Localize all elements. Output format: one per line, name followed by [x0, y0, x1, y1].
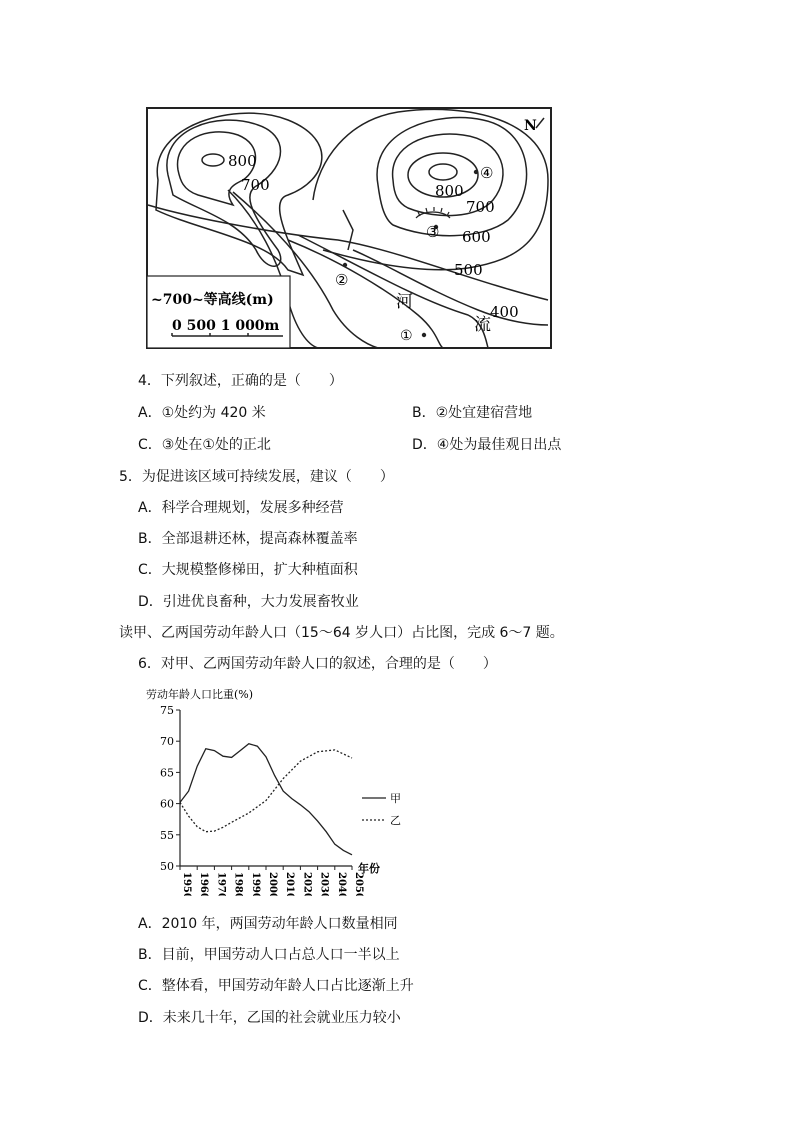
q5-option-c: C．大规模整修梯田，扩大种植面积: [138, 562, 358, 578]
point-marker: [343, 263, 347, 267]
contour-label: 500: [454, 261, 483, 279]
q6-option-a: A．2010 年，两国劳动年龄人口数量相同: [138, 916, 398, 932]
point-label-3: ③: [426, 223, 440, 241]
contour-label: 800: [435, 182, 464, 200]
point-label-4: ④: [480, 164, 494, 182]
legend-label: 甲: [390, 792, 401, 805]
y-tick-label: 70: [160, 735, 174, 749]
legend-box: [147, 276, 290, 348]
x-tick-label: 1970: [215, 872, 227, 896]
x-tick-label: 1960: [198, 872, 210, 896]
x-tick-label: 2050: [353, 872, 364, 896]
x-tick-label: 1990: [249, 872, 261, 896]
contour-label: 800: [228, 152, 257, 170]
north-label: N: [524, 118, 537, 134]
q4-option-a: A．①处约为 420 米: [138, 405, 266, 421]
q6-option-d: D．未来几十年，乙国的社会就业压力较小: [138, 1010, 401, 1026]
legend-contour: ~700~等高线(m): [151, 292, 274, 308]
q5-option-a: A．科学合理规划，发展多种经营: [138, 500, 344, 516]
x-tick-label: 2030: [318, 872, 330, 896]
point-marker: [422, 333, 426, 337]
q4-stem: 4．下列叙述，正确的是（ ）: [138, 373, 343, 389]
x-tick-label: 2000: [267, 872, 278, 896]
contour-label: 700: [466, 198, 495, 216]
x-tick-label: 1980: [232, 872, 244, 896]
point-marker: [474, 170, 478, 174]
chart-axes: [160, 704, 364, 896]
river-label: 流: [474, 315, 491, 335]
series-line-jia: [180, 744, 352, 855]
contour-label: 700: [241, 176, 270, 194]
q4-option-c: C．③处在①处的正北: [138, 437, 271, 453]
legend-label: 乙: [390, 814, 401, 827]
point-label-2: ②: [335, 271, 349, 289]
x-tick-label: 2040: [335, 872, 347, 896]
q6-option-c: C．整体看，甲国劳动年龄人口占比逐渐上升: [138, 978, 414, 994]
chart-xlabel: 年份: [358, 862, 380, 875]
intro-6-7: 读甲、乙两国劳动年龄人口（15～64 岁人口）占比图，完成 6～7 题。: [119, 625, 564, 641]
chart-ylabel: 劳动年龄人口比重(%): [146, 688, 254, 701]
y-tick-label: 60: [160, 797, 174, 811]
q4-option-b: B．②处宜建宿营地: [412, 405, 533, 421]
x-tick-label: 1950: [181, 872, 192, 896]
point-label-1: ①: [400, 328, 413, 344]
y-tick-label: 65: [160, 766, 174, 780]
q5-option-d: D．引进优良畜种，大力发展畜牧业: [138, 594, 359, 610]
y-tick-label: 55: [160, 828, 174, 842]
chart-legend: [362, 792, 401, 827]
x-tick-label: 2020: [301, 872, 313, 896]
contour-map: [138, 100, 558, 358]
q4-option-d: D．④处为最佳观日出点: [412, 437, 562, 453]
q6-option-b: B．目前，甲国劳动人口占总人口一半以上: [138, 947, 400, 963]
q6-stem: 6．对甲、乙两国劳动年龄人口的叙述，合理的是（ ）: [138, 656, 497, 672]
contour-map-svg: [138, 100, 558, 358]
contour-label: 400: [490, 303, 519, 321]
q5-stem: 5．为促进该区域可持续发展，建议（ ）: [119, 469, 394, 485]
chart-series: [180, 744, 352, 855]
q5-option-b: B．全部退耕还林，提高森林覆盖率: [138, 531, 358, 547]
population-chart-svg: [136, 684, 436, 896]
population-chart: [136, 684, 436, 896]
contour-label: 600: [462, 228, 491, 246]
river-label: 河: [396, 292, 413, 312]
x-tick-label: 2010: [284, 872, 296, 896]
legend-scale: 0 500 1 000m: [172, 318, 280, 334]
y-tick-label: 75: [160, 704, 174, 717]
series-line-yi: [180, 750, 352, 832]
y-tick-label: 50: [160, 860, 174, 873]
